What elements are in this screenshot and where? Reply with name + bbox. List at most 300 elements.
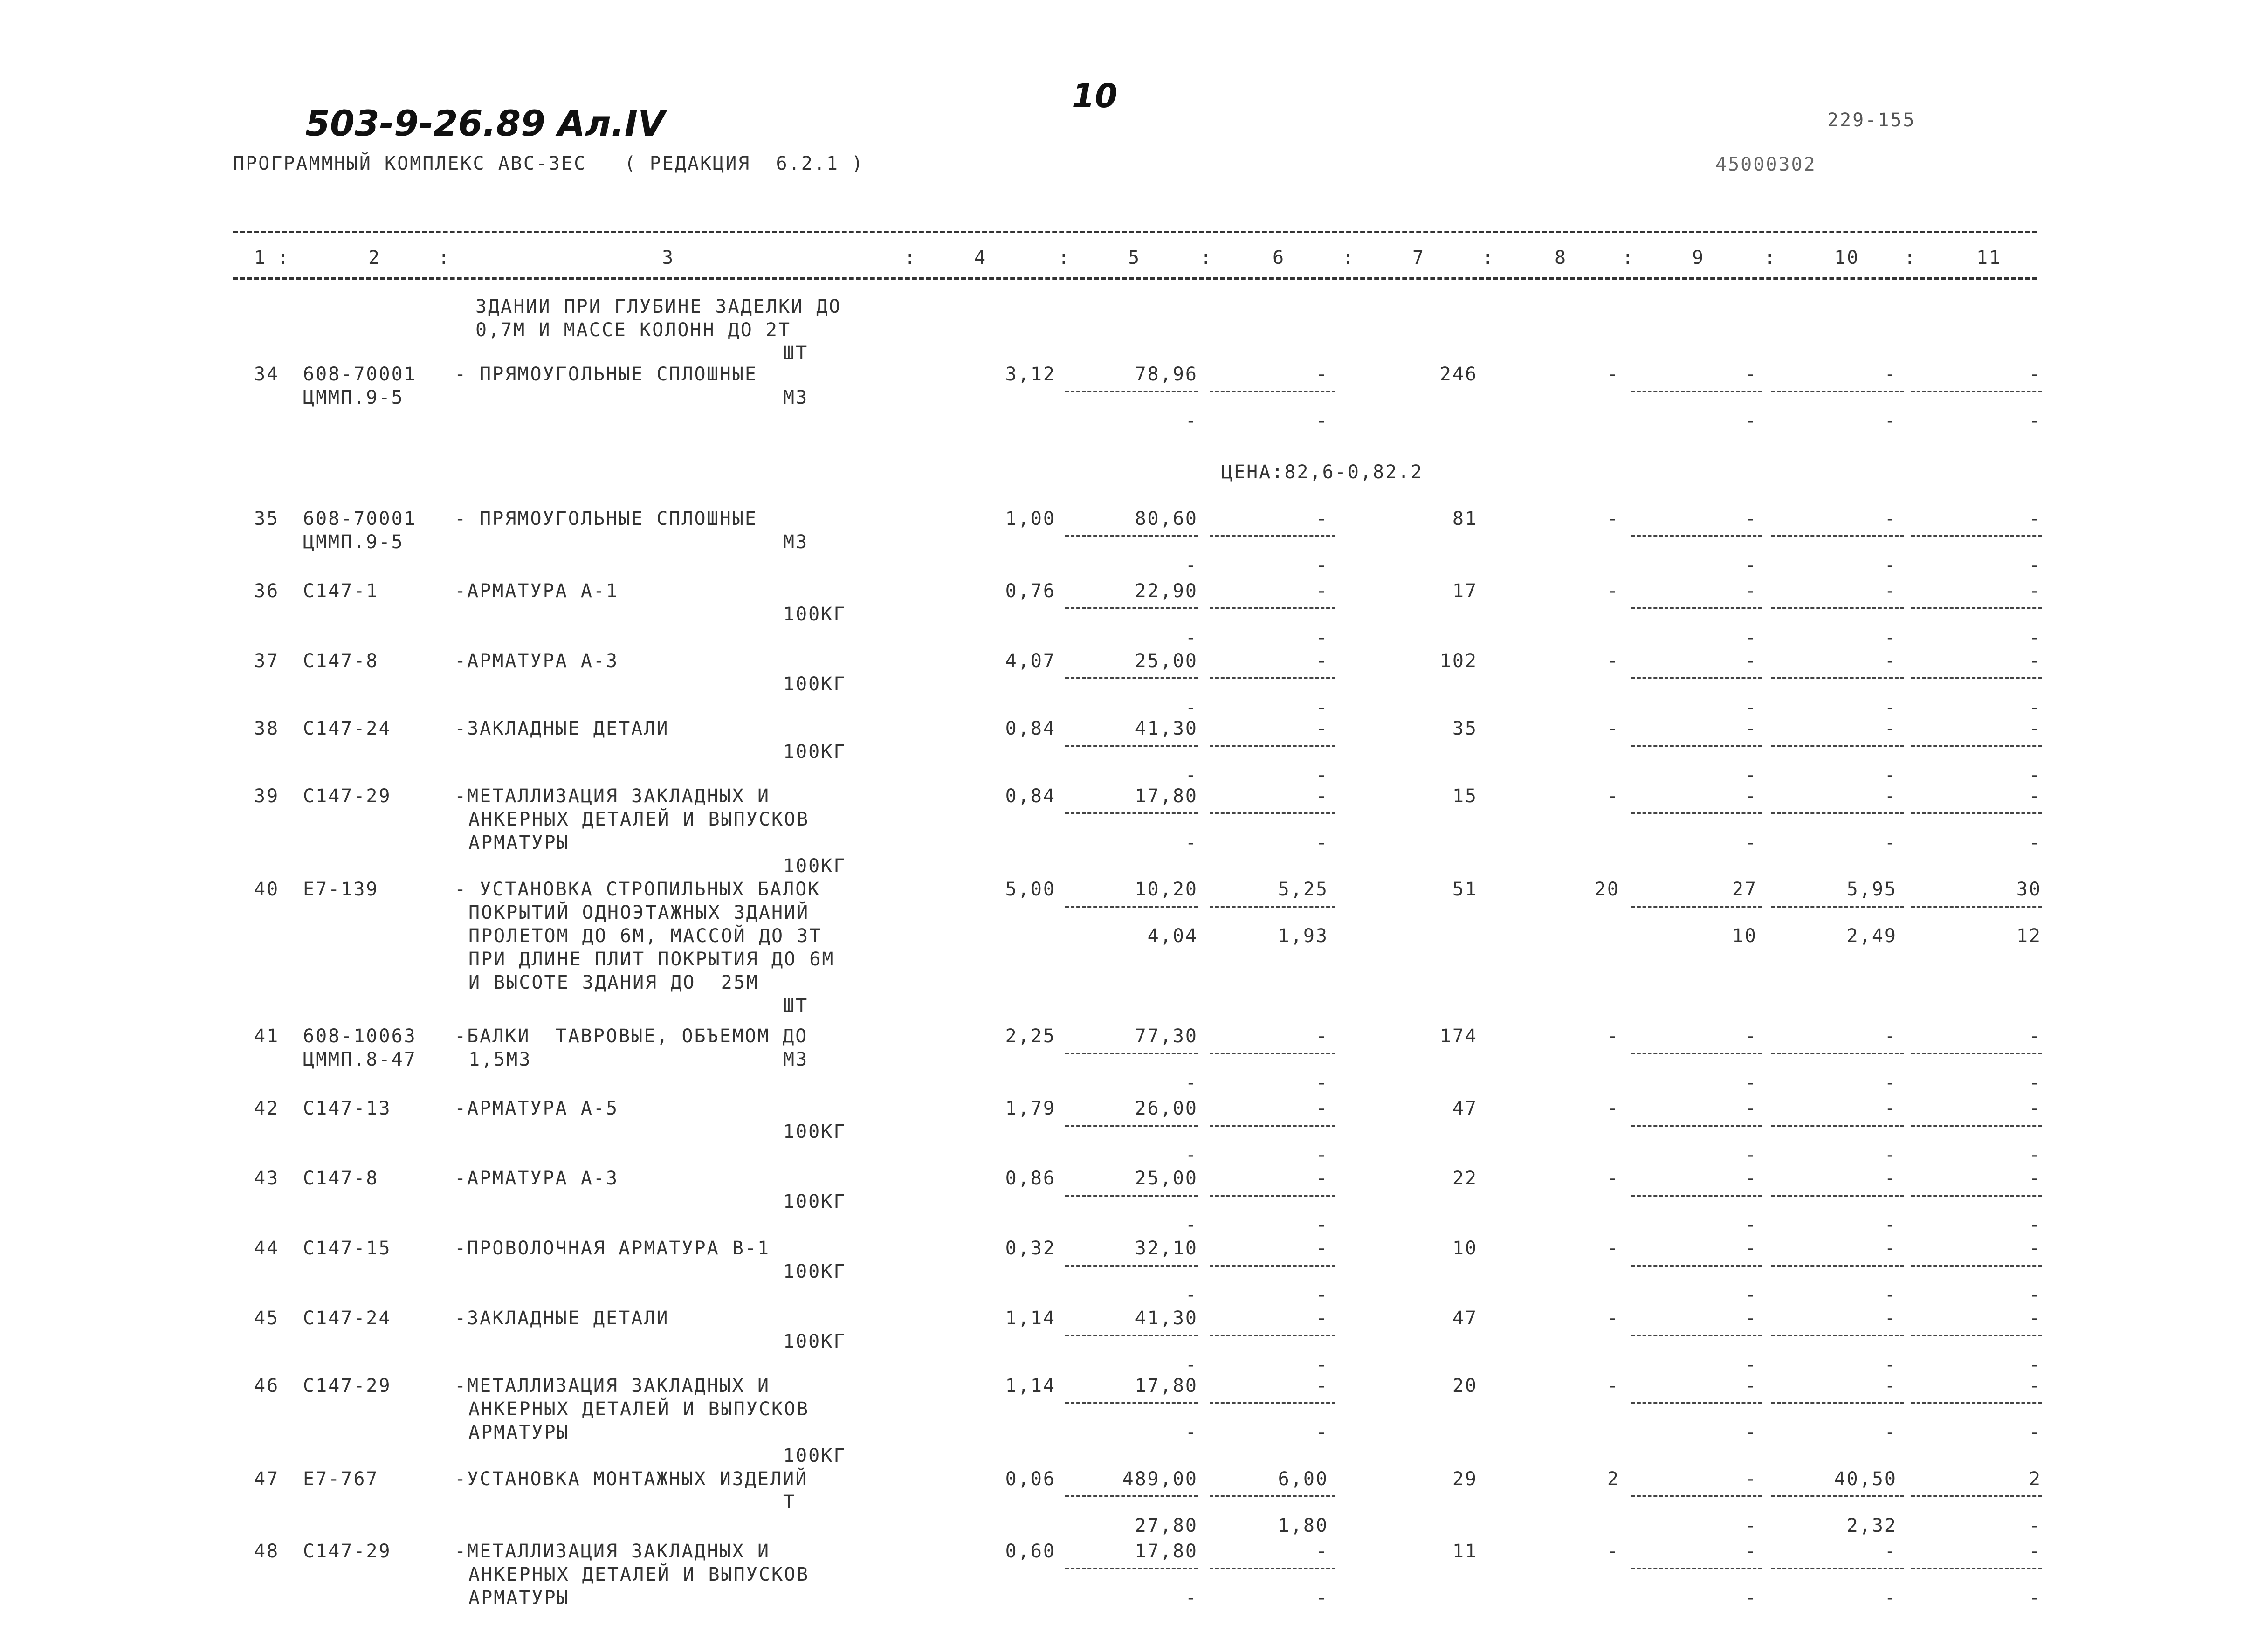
row-col10: - <box>1884 1098 1897 1119</box>
cell-rule <box>1911 535 2042 537</box>
row-code: С147-13 <box>303 1098 392 1119</box>
row-col11-secondary: - <box>2029 1144 2042 1166</box>
row-unit-price: 10,20 <box>1135 879 1198 900</box>
row-col10: - <box>1884 1026 1897 1047</box>
row-total-cost: 35 <box>1452 718 1478 739</box>
row-col10: - <box>1884 580 1897 602</box>
row-total-cost: 29 <box>1452 1468 1478 1490</box>
row-wages-unit: 5,25 <box>1278 879 1328 900</box>
cell-rule <box>1911 1125 2042 1127</box>
row-col10: - <box>1884 650 1897 672</box>
cell-rule <box>1911 1335 2042 1336</box>
row-code: С147-8 <box>303 1168 379 1189</box>
row-total-cost: 20 <box>1452 1375 1478 1397</box>
row-col9-secondary: - <box>1744 1587 1757 1609</box>
row-wages-unit: - <box>1315 1238 1328 1259</box>
row-col10-secondary: - <box>1884 1144 1897 1166</box>
cell-rule <box>1771 1125 1904 1127</box>
row-code: Е7-139 <box>303 879 379 900</box>
row-description-line: -АРМАТУРА А-3 <box>454 1168 619 1189</box>
carry-over-unit: ШТ <box>783 343 809 364</box>
cell-rule <box>1065 1053 1198 1054</box>
row-col9-secondary: - <box>1744 410 1757 432</box>
cell-rule <box>1911 1495 2042 1497</box>
row-col9: - <box>1744 364 1757 385</box>
row-description-line: АРМАТУРЫ <box>468 832 570 854</box>
row-col11-secondary: - <box>2029 697 2042 718</box>
row-unit-price-machinery: - <box>1185 1354 1198 1376</box>
row-number: 41 <box>254 1026 280 1047</box>
row-wages-machinery: - <box>1315 832 1328 854</box>
row-col11: - <box>2029 718 2042 739</box>
cell-rule <box>1631 1402 1762 1404</box>
cell-rule <box>1631 1335 1762 1336</box>
cell-rule <box>1631 677 1762 679</box>
row-unit: 100КГ <box>783 1121 846 1143</box>
cell-rule <box>1771 1195 1904 1197</box>
row-col9-secondary: - <box>1744 1515 1757 1536</box>
row-col11-secondary: - <box>2029 1422 2042 1443</box>
row-wages-machinery: - <box>1315 1144 1328 1166</box>
row-quantity: 1,14 <box>1005 1375 1056 1397</box>
row-unit-price-machinery: - <box>1185 410 1198 432</box>
row-wages-total: - <box>1607 718 1620 739</box>
cell-rule <box>1065 1402 1198 1404</box>
cell-rule <box>1771 812 1904 814</box>
row-number: 42 <box>254 1098 280 1119</box>
row-col10: - <box>1884 785 1897 807</box>
cell-rule <box>1210 1195 1335 1197</box>
row-wages-machinery: - <box>1315 697 1328 718</box>
cell-rule <box>1771 906 1904 908</box>
row-col10: 5,95 <box>1846 879 1897 900</box>
row-unit: ШТ <box>783 995 809 1017</box>
carry-over-line-2: 0,7М И МАССЕ КОЛОНН ДО 2Т <box>475 319 791 341</box>
row-wages-machinery: - <box>1315 764 1328 786</box>
cell-rule <box>1631 535 1762 537</box>
row-number: 43 <box>254 1168 280 1189</box>
row-wages-unit: - <box>1315 1168 1328 1189</box>
row-col10-secondary: - <box>1884 1422 1897 1443</box>
row-wages-unit: - <box>1315 785 1328 807</box>
row-wages-machinery: - <box>1315 627 1328 648</box>
row-col11: - <box>2029 1026 2042 1047</box>
cell-rule <box>1065 745 1198 747</box>
page-number: 10 <box>1072 77 1118 115</box>
row-unit: М3 <box>783 387 809 408</box>
cell-rule <box>1771 1495 1904 1497</box>
row-col11-secondary: - <box>2029 764 2042 786</box>
row-col11: - <box>2029 1308 2042 1329</box>
cell-rule <box>1210 1125 1335 1127</box>
row-unit-price: 22,90 <box>1135 580 1198 602</box>
row-description-line: - ПРЯМОУГОЛЬНЫЕ СПЛОШНЫЕ <box>454 364 757 385</box>
row-col9: - <box>1744 1541 1757 1562</box>
row-wages-machinery: - <box>1315 1587 1328 1609</box>
row-unit: 100КГ <box>783 741 846 763</box>
row-wages-total: - <box>1607 1168 1620 1189</box>
row-description-line: -ЗАКЛАДНЫЕ ДЕТАЛИ <box>454 1308 669 1329</box>
row-col11: 30 <box>2016 879 2042 900</box>
row-col10-secondary: - <box>1884 1354 1897 1376</box>
column-header-10: 10 <box>1834 247 1860 268</box>
row-quantity: 0,84 <box>1005 785 1056 807</box>
row-col10-secondary: 2,49 <box>1846 925 1897 947</box>
row-wages-unit: - <box>1315 580 1328 602</box>
row-wages-total: - <box>1607 580 1620 602</box>
row-number: 47 <box>254 1468 280 1490</box>
row-wages-unit: - <box>1315 718 1328 739</box>
cell-rule <box>1631 1195 1762 1197</box>
row-col9-secondary: - <box>1744 1072 1757 1094</box>
row-code: С147-29 <box>303 1375 392 1397</box>
row-number: 46 <box>254 1375 280 1397</box>
row-number: 44 <box>254 1238 280 1259</box>
row-quantity: 1,79 <box>1005 1098 1056 1119</box>
cell-rule <box>1771 677 1904 679</box>
row-col10-secondary: - <box>1884 1284 1897 1306</box>
row-unit-price: 17,80 <box>1135 1375 1198 1397</box>
row-col9-secondary: - <box>1744 1284 1757 1306</box>
row-unit-price-machinery: 4,04 <box>1147 925 1198 947</box>
row-col9-secondary: - <box>1744 697 1757 718</box>
row-col9-secondary: 10 <box>1732 925 1757 947</box>
row-unit: М3 <box>783 531 809 553</box>
column-header-5: 5 <box>1128 247 1141 268</box>
row-unit-price-machinery: - <box>1185 1587 1198 1609</box>
cell-rule <box>1771 745 1904 747</box>
cell-rule <box>1210 1495 1335 1497</box>
row-unit-price: 32,10 <box>1135 1238 1198 1259</box>
row-col9-secondary: - <box>1744 1214 1757 1236</box>
cell-rule <box>1911 812 2042 814</box>
row-total-cost: 17 <box>1452 580 1478 602</box>
column-separator: : <box>277 247 290 268</box>
row-total-cost: 51 <box>1452 879 1478 900</box>
row-col9: - <box>1744 650 1757 672</box>
row-wages-unit: - <box>1315 1308 1328 1329</box>
row-col9-secondary: - <box>1744 764 1757 786</box>
cell-rule <box>1911 391 2042 392</box>
cell-rule <box>1210 391 1335 392</box>
row-col11-secondary: - <box>2029 1587 2042 1609</box>
row-wages-total: 2 <box>1607 1468 1620 1490</box>
row-unit-price: 489,00 <box>1122 1468 1198 1490</box>
row-unit-price-machinery: - <box>1185 1422 1198 1443</box>
row-unit-price-machinery: - <box>1185 764 1198 786</box>
row-wages-machinery: - <box>1315 1214 1328 1236</box>
row-number: 39 <box>254 785 280 807</box>
row-wages-total: - <box>1607 1098 1620 1119</box>
row-wages-total: - <box>1607 785 1620 807</box>
cell-rule <box>1065 535 1198 537</box>
column-header-9: 9 <box>1692 247 1705 268</box>
row-wages-machinery: - <box>1315 1072 1328 1094</box>
row-col11-secondary: - <box>2029 627 2042 648</box>
row-unit-price: 25,00 <box>1135 1168 1198 1189</box>
row-quantity: 4,07 <box>1005 650 1056 672</box>
column-header-7: 7 <box>1412 247 1425 268</box>
row-description-line: -МЕТАЛЛИЗАЦИЯ ЗАКЛАДНЫХ И <box>454 785 771 807</box>
row-col10: - <box>1884 1375 1897 1397</box>
row-wages-total: - <box>1607 650 1620 672</box>
row-total-cost: 15 <box>1452 785 1478 807</box>
row-description-line: -МЕТАЛЛИЗАЦИЯ ЗАКЛАДНЫХ И <box>454 1375 771 1397</box>
row-col9: 27 <box>1732 879 1757 900</box>
row-col10-secondary: - <box>1884 555 1897 576</box>
row-col9: - <box>1744 1468 1757 1490</box>
row-unit: 100КГ <box>783 1331 846 1352</box>
cell-rule <box>1210 607 1335 609</box>
cell-rule <box>1911 1195 2042 1197</box>
row-wages-total: - <box>1607 1238 1620 1259</box>
row-description-line: АНКЕРНЫХ ДЕТАЛЕЙ И ВЫПУСКОВ <box>468 809 810 830</box>
row-description-line: ПОКРЫТИЙ ОДНОЭТАЖНЫХ ЗДАНИЙ <box>468 902 810 923</box>
row-code: С147-24 <box>303 1308 392 1329</box>
row-unit-price-machinery: - <box>1185 627 1198 648</box>
row-wages-machinery: - <box>1315 555 1328 576</box>
row-code-secondary: ЦММП.9-5 <box>303 387 404 408</box>
cell-rule <box>1210 535 1335 537</box>
row-col9-secondary: - <box>1744 832 1757 854</box>
row-col10-secondary: - <box>1884 832 1897 854</box>
cell-rule <box>1631 906 1762 908</box>
row-unit-price: 80,60 <box>1135 508 1198 530</box>
column-header-11: 11 <box>1976 247 2002 268</box>
row-unit-price: 17,80 <box>1135 785 1198 807</box>
row-col10: - <box>1884 1541 1897 1562</box>
cell-rule <box>1631 1265 1762 1267</box>
row-description-line: -АРМАТУРА А-3 <box>454 650 619 672</box>
column-header-3: 3 <box>662 247 675 268</box>
row-wages-unit: - <box>1315 1098 1328 1119</box>
row-col10-secondary: - <box>1884 1072 1897 1094</box>
cell-rule <box>1210 812 1335 814</box>
row-description-line: - ПРЯМОУГОЛЬНЫЕ СПЛОШНЫЕ <box>454 508 757 530</box>
cell-rule <box>1771 1265 1904 1267</box>
row-quantity: 0,60 <box>1005 1541 1056 1562</box>
row-col10: - <box>1884 1308 1897 1329</box>
row-col9-secondary: - <box>1744 1354 1757 1376</box>
row-unit-price-machinery: 27,80 <box>1135 1515 1198 1536</box>
cell-rule <box>1911 1265 2042 1267</box>
row-wages-machinery: - <box>1315 1422 1328 1443</box>
row-wages-total: - <box>1607 1375 1620 1397</box>
row-description-line: АРМАТУРЫ <box>468 1587 570 1609</box>
cell-rule <box>1631 607 1762 609</box>
column-separator: : <box>1904 247 1917 268</box>
column-separator: : <box>904 247 917 268</box>
cell-rule <box>1210 1335 1335 1336</box>
price-note: ЦЕНА:82,6-0,82.2 <box>1221 461 1424 483</box>
row-total-cost: 10 <box>1452 1238 1478 1259</box>
row-col10-secondary: 2,32 <box>1846 1515 1897 1536</box>
cell-rule <box>1065 1125 1198 1127</box>
row-description-line: -ЗАКЛАДНЫЕ ДЕТАЛИ <box>454 718 669 739</box>
row-total-cost: 174 <box>1439 1026 1478 1047</box>
row-unit-price-machinery: - <box>1185 1072 1198 1094</box>
row-total-cost: 81 <box>1452 508 1478 530</box>
row-unit-price-machinery: - <box>1185 697 1198 718</box>
column-separator: : <box>1764 247 1777 268</box>
row-wages-machinery: 1,93 <box>1278 925 1328 947</box>
column-separator: : <box>1342 247 1356 268</box>
cell-rule <box>1065 812 1198 814</box>
cell-rule <box>1631 1125 1762 1127</box>
row-col9: - <box>1744 580 1757 602</box>
row-col11-secondary: - <box>2029 1072 2042 1094</box>
cell-rule <box>1631 812 1762 814</box>
cell-rule <box>1210 1053 1335 1054</box>
cell-rule <box>1911 677 2042 679</box>
column-header-8: 8 <box>1555 247 1568 268</box>
row-unit-price: 41,30 <box>1135 1308 1198 1329</box>
cell-rule <box>1771 535 1904 537</box>
row-col10: - <box>1884 508 1897 530</box>
row-code: 608-70001 <box>303 508 417 530</box>
row-unit: Т <box>783 1492 796 1513</box>
row-description-line: АРМАТУРЫ <box>468 1422 570 1443</box>
row-description-line: -ПРОВОЛОЧНАЯ АРМАТУРА В-1 <box>454 1238 771 1259</box>
row-wages-unit: - <box>1315 650 1328 672</box>
row-unit: 100КГ <box>783 1191 846 1212</box>
row-total-cost: 22 <box>1452 1168 1478 1189</box>
row-description-line: -УСТАНОВКА МОНТАЖНЫХ ИЗДЕЛИЙ <box>454 1468 808 1490</box>
row-unit: 100КГ <box>783 604 846 625</box>
row-wages-total: - <box>1607 1541 1620 1562</box>
row-quantity: 0,76 <box>1005 580 1056 602</box>
row-total-cost: 47 <box>1452 1098 1478 1119</box>
cell-rule <box>1210 906 1335 908</box>
cell-rule <box>1771 1335 1904 1336</box>
row-col10: 40,50 <box>1834 1468 1897 1490</box>
row-col9-secondary: - <box>1744 627 1757 648</box>
row-number: 36 <box>254 580 280 602</box>
row-wages-total: - <box>1607 364 1620 385</box>
row-quantity: 0,06 <box>1005 1468 1056 1490</box>
row-unit-price: 78,96 <box>1135 364 1198 385</box>
row-quantity: 1,14 <box>1005 1308 1056 1329</box>
cell-rule <box>1911 1053 2042 1054</box>
row-wages-machinery: 1,80 <box>1278 1515 1328 1536</box>
cell-rule <box>1771 391 1904 392</box>
row-quantity: 1,00 <box>1005 508 1056 530</box>
row-col10-secondary: - <box>1884 627 1897 648</box>
row-col11-secondary: 12 <box>2016 925 2042 947</box>
row-col9-secondary: - <box>1744 1422 1757 1443</box>
cell-rule <box>1911 607 2042 609</box>
row-quantity: 0,84 <box>1005 718 1056 739</box>
row-col11-secondary: - <box>2029 832 2042 854</box>
row-wages-unit: - <box>1315 508 1328 530</box>
row-col11-secondary: - <box>2029 1354 2042 1376</box>
cell-rule <box>1210 1402 1335 1404</box>
row-number: 38 <box>254 718 280 739</box>
row-col9: - <box>1744 785 1757 807</box>
row-wages-unit: 6,00 <box>1278 1468 1328 1490</box>
row-col11: - <box>2029 1098 2042 1119</box>
row-quantity: 5,00 <box>1005 879 1056 900</box>
column-separator: : <box>1622 247 1635 268</box>
cell-rule <box>1065 677 1198 679</box>
row-quantity: 3,12 <box>1005 364 1056 385</box>
row-col11-secondary: - <box>2029 555 2042 576</box>
row-col10: - <box>1884 364 1897 385</box>
row-description-line: -БАЛКИ ТАВРОВЫЕ, ОБЪЕМОМ ДО <box>454 1026 808 1047</box>
row-unit-price: 77,30 <box>1135 1026 1198 1047</box>
sheet-code: 229-155 <box>1827 110 1916 131</box>
column-header-2: 2 <box>368 247 381 268</box>
row-quantity: 0,32 <box>1005 1238 1056 1259</box>
row-code-secondary: ЦММП.9-5 <box>303 531 404 553</box>
cell-rule <box>1771 1053 1904 1054</box>
row-unit-price: 17,80 <box>1135 1541 1198 1562</box>
row-description-line: ПРИ ДЛИНЕ ПЛИТ ПОКРЫТИЯ ДО 6М <box>468 949 835 970</box>
row-number: 37 <box>254 650 280 672</box>
row-col9: - <box>1744 1308 1757 1329</box>
row-col11-secondary: - <box>2029 1515 2042 1536</box>
row-unit-price: 25,00 <box>1135 650 1198 672</box>
row-col9: - <box>1744 508 1757 530</box>
row-wages-unit: - <box>1315 1375 1328 1397</box>
cell-rule <box>1631 1568 1762 1569</box>
row-code: 608-10063 <box>303 1026 417 1047</box>
row-col11-secondary: - <box>2029 410 2042 432</box>
row-description-line: -АРМАТУРА А-1 <box>454 580 619 602</box>
cell-rule <box>1631 391 1762 392</box>
row-col11: - <box>2029 650 2042 672</box>
row-col11: - <box>2029 1238 2042 1259</box>
row-unit: М3 <box>783 1049 809 1070</box>
cell-rule <box>1771 607 1904 609</box>
row-total-cost: 102 <box>1439 650 1478 672</box>
cell-rule <box>1911 1568 2042 1569</box>
column-separator: : <box>1058 247 1071 268</box>
row-number: 40 <box>254 879 280 900</box>
row-code: С147-8 <box>303 650 379 672</box>
row-code: С147-24 <box>303 718 392 739</box>
column-header-4: 4 <box>974 247 987 268</box>
row-col9: - <box>1744 1168 1757 1189</box>
column-header-1: 1 <box>254 247 267 268</box>
cell-rule <box>1210 745 1335 747</box>
row-unit-price-machinery: - <box>1185 832 1198 854</box>
row-unit-price-machinery: - <box>1185 1284 1198 1306</box>
row-col11-secondary: - <box>2029 1284 2042 1306</box>
row-wages-total: - <box>1607 1026 1620 1047</box>
row-unit-price: 41,30 <box>1135 718 1198 739</box>
row-code-secondary: ЦММП.8-47 <box>303 1049 417 1070</box>
row-col9: - <box>1744 1026 1757 1047</box>
row-code: С147-29 <box>303 785 392 807</box>
row-unit-price-machinery: - <box>1185 1214 1198 1236</box>
cell-rule <box>1210 1265 1335 1267</box>
cell-rule <box>1771 1402 1904 1404</box>
row-col10-secondary: - <box>1884 410 1897 432</box>
column-separator: : <box>438 247 451 268</box>
row-col9: - <box>1744 1375 1757 1397</box>
row-col11: - <box>2029 580 2042 602</box>
cell-rule <box>1631 745 1762 747</box>
row-col11: - <box>2029 1375 2042 1397</box>
row-number: 34 <box>254 364 280 385</box>
row-total-cost: 246 <box>1439 364 1478 385</box>
row-description-line: АНКЕРНЫХ ДЕТАЛЕЙ И ВЫПУСКОВ <box>468 1398 810 1420</box>
header-top-rule <box>233 231 2037 233</box>
cell-rule <box>1631 1053 1762 1054</box>
row-description-line: -АРМАТУРА А-5 <box>454 1098 619 1119</box>
row-col9: - <box>1744 1238 1757 1259</box>
